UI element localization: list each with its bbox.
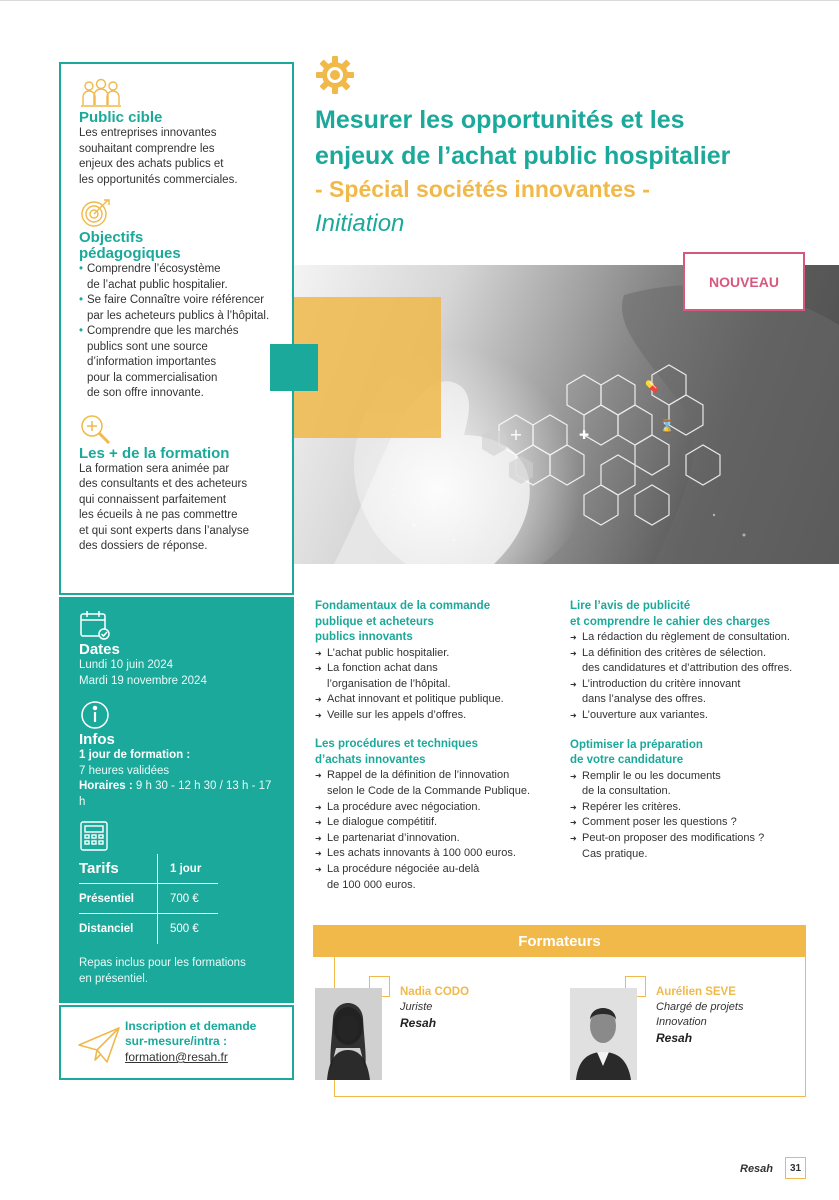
section-list bbox=[570, 630, 820, 724]
top-rule bbox=[0, 0, 839, 1]
list-item: ➜ Peut-on proposer des modifications ? Cas pratique. bbox=[570, 831, 820, 862]
infos-text: 1 jour de formation : 7 heures validées Horaires : 9 h 30 - 12 h 30 / 13 h - 17 h bbox=[79, 749, 272, 808]
list-item: ➜ La procédure avec négociation. bbox=[315, 800, 555, 816]
trainer-name: Nadia CODO bbox=[400, 986, 470, 998]
trainer-name: Aurélien SEVE bbox=[656, 986, 736, 998]
page-title: Mesurer les opportunités et les enjeux de l’achat public hospitalier bbox=[315, 106, 731, 170]
dates-list: Lundi 10 juin 2024 Mardi 19 novembre 2024 bbox=[79, 659, 207, 687]
target-icon bbox=[79, 196, 113, 230]
list-item: ➜ Achat innovant et politique publique. bbox=[315, 692, 555, 708]
tarifs-table bbox=[79, 854, 276, 944]
calendar-icon bbox=[79, 609, 111, 641]
list-item: ➜ La fonction achat dans l’organisation de l’hôpital. bbox=[315, 661, 555, 692]
list-item: ➜ L’introduction du critère innovant dans l’analyse des offres. bbox=[570, 677, 820, 708]
section-heading: Lire l’avis de publicité et comprendre le cahier des charges bbox=[570, 600, 771, 628]
practical-info-box bbox=[59, 597, 294, 1003]
infos-title: Infos bbox=[79, 731, 115, 748]
list-item: ➜ Rappel de la définition de l’innovation selon le Code de la Commande Publique. bbox=[315, 768, 555, 799]
trainer-card bbox=[400, 984, 469, 1031]
list-item: ➜ La procédure négociée au-delà de 100 000 euros. bbox=[315, 862, 555, 893]
section-heading: Fondamentaux de la commande publique et acheteurs publics innovants bbox=[315, 600, 491, 643]
trainer-role: Chargé de projets bbox=[656, 1001, 744, 1013]
public-cible-title: Public cible bbox=[79, 109, 163, 126]
section-list bbox=[315, 646, 555, 724]
repas-note: Repas inclus pour les formations en présentiel. bbox=[79, 957, 246, 985]
trainer-photo bbox=[315, 988, 382, 1080]
inscription-email-link[interactable]: formation@resah.fr bbox=[125, 1050, 228, 1064]
trainer-organization: Resah bbox=[656, 1031, 693, 1045]
people-group-icon bbox=[79, 76, 123, 110]
dates-title: Dates bbox=[79, 641, 120, 658]
tarif-label: Distanciel bbox=[79, 923, 134, 935]
avatar bbox=[315, 988, 382, 1080]
info-icon bbox=[79, 699, 111, 731]
decorative-teal-square bbox=[270, 344, 318, 391]
tarif-label: Présentiel bbox=[79, 884, 157, 914]
program-column-left bbox=[315, 599, 555, 893]
section-list bbox=[570, 769, 820, 863]
program-column-right bbox=[570, 599, 820, 862]
list-item: ➜ Le partenariat d’innovation. bbox=[315, 831, 555, 847]
svg-text:⌛: ⌛ bbox=[659, 419, 675, 433]
list-item: • Se faire Connaître voire référencer par les acheteurs publics à l’hôpital. bbox=[79, 293, 274, 324]
plus-formation-title: Les + de la formation bbox=[79, 444, 230, 462]
page-subtitle: - Spécial sociétés innovantes - bbox=[315, 176, 650, 202]
svg-text:✚: ✚ bbox=[578, 428, 590, 442]
list-item: ➜ Le dialogue compétitif. bbox=[315, 815, 555, 831]
list-item: ➜ L’ouverture aux variantes. bbox=[570, 708, 820, 724]
section-heading: Optimiser la préparation de votre candidature bbox=[570, 738, 703, 767]
svg-text:+: + bbox=[509, 425, 523, 444]
list-item: ➜ L’achat public hospitalier. bbox=[315, 646, 555, 662]
section-heading: Les procédures et techniques d’achats innovantes bbox=[315, 738, 478, 766]
inscription-box bbox=[59, 1005, 294, 1080]
tarifs-title: Tarifs bbox=[79, 854, 157, 884]
list-item: ➜ Veille sur les appels d’offres. bbox=[315, 708, 555, 724]
footer-brand: Resah bbox=[740, 1163, 774, 1175]
trainer-role: Innovation bbox=[656, 1016, 707, 1028]
list-item: ➜ La définition des critères de sélection. des candidatures et d’attribution des offres. bbox=[570, 646, 820, 677]
plus-formation-text: La formation sera animée par des consultants et des acheteurs qui connaissent parfaitement les écueils à ne pas commettre et qui sont experts dans l’analyse des dossiers de réponse. bbox=[79, 462, 250, 552]
list-item: ➜ Les achats innovants à 100 000 euros. bbox=[315, 846, 555, 862]
list-item: ➜ Comment poser les questions ? bbox=[570, 815, 820, 831]
inscription-title: Inscription et demande sur-mesure/intra : bbox=[125, 1019, 257, 1048]
trainer-organization: Resah bbox=[400, 1016, 437, 1030]
gear-icon bbox=[315, 55, 355, 95]
svg-text:💊: 💊 bbox=[645, 380, 659, 393]
paper-plane-icon bbox=[77, 1025, 121, 1065]
avatar bbox=[570, 988, 637, 1080]
list-item: ➜ La rédaction du règlement de consultation. bbox=[570, 630, 820, 646]
list-item: • Comprendre l’écosystème de l’achat public hospitalier. bbox=[79, 262, 274, 293]
list-item: ➜ Repérer les critères. bbox=[570, 800, 820, 816]
list-item: ➜ Remplir le ou les documents de la consultation. bbox=[570, 769, 820, 800]
tarif-value: 700 € bbox=[158, 884, 218, 914]
objectifs-list bbox=[79, 262, 274, 402]
public-cible-text: Les entreprises innovantes souhaitant comprendre les enjeux des achats publics et les opportunités commerciales. bbox=[79, 127, 238, 186]
trainer-card bbox=[656, 984, 743, 1046]
trainer-photo bbox=[570, 988, 637, 1080]
new-badge: NOUVEAU bbox=[683, 252, 805, 311]
magnifier-plus-icon bbox=[79, 412, 113, 446]
tarifs-col-header: 1 jour bbox=[158, 854, 218, 884]
list-item: • Comprendre que les marchés publics sont une source d’information importantes pour la commercialisation de son offre innovante. bbox=[79, 324, 274, 402]
tarif-value: 500 € bbox=[170, 923, 199, 935]
left-info-box bbox=[59, 62, 294, 595]
page-number: 31 bbox=[785, 1157, 806, 1179]
calculator-icon bbox=[79, 820, 109, 852]
objectifs-title: Objectifs pédagogiques bbox=[79, 229, 181, 262]
section-list bbox=[315, 768, 555, 893]
formateurs-heading: Formateurs bbox=[313, 925, 806, 957]
trainer-role: Juriste bbox=[400, 1001, 433, 1013]
level-label: Initiation bbox=[315, 210, 405, 237]
